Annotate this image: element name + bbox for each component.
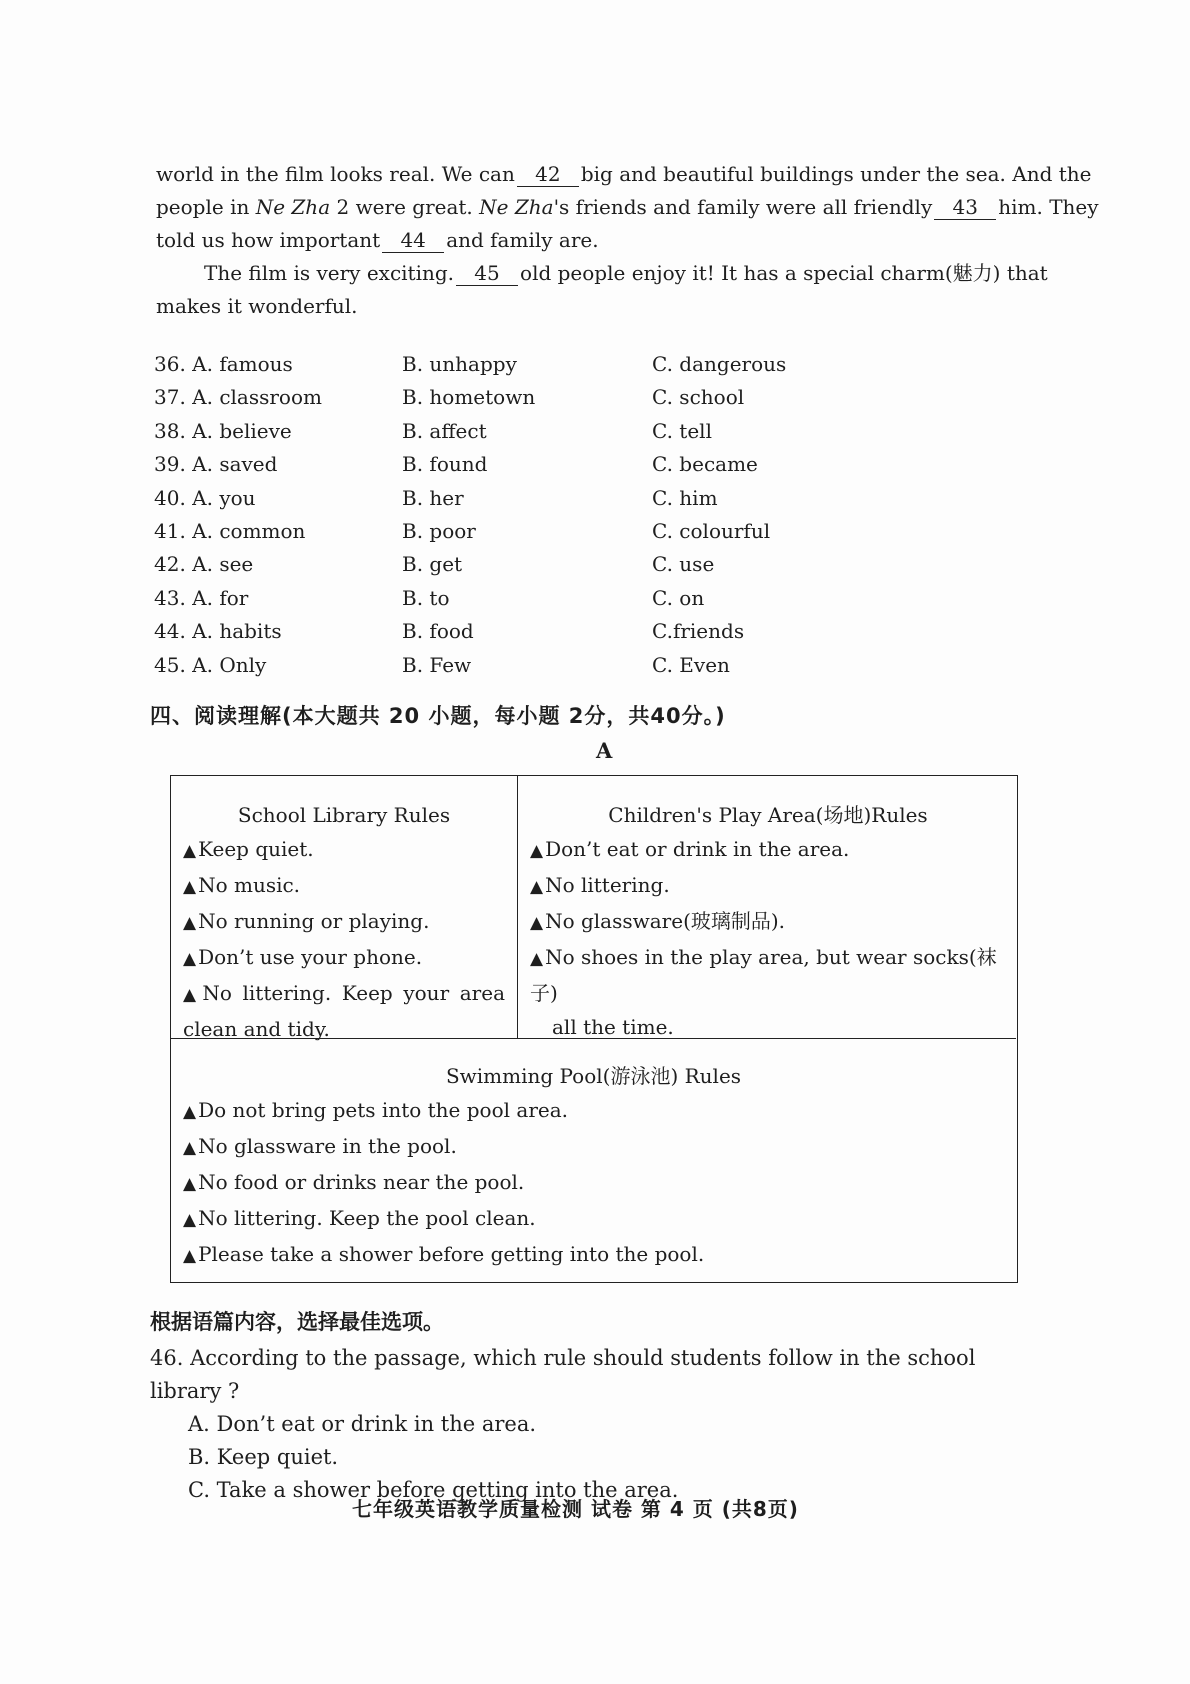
passage-text: big and beautiful buildings under the sea. And the bbox=[580, 162, 1092, 186]
triangle-bullet-icon: ▲ bbox=[183, 1246, 197, 1266]
passage-line bbox=[156, 158, 1092, 191]
passage-text: told us how important bbox=[156, 228, 381, 252]
rule-text-continued: clean and tidy. bbox=[183, 1017, 330, 1041]
film-title: Ne Zha bbox=[255, 195, 331, 219]
rule-item bbox=[183, 904, 505, 940]
triangle-bullet-icon: ▲ bbox=[183, 985, 201, 1005]
triangle-bullet-icon: ▲ bbox=[530, 841, 544, 861]
passage-line bbox=[156, 257, 1048, 290]
passage-text: him. They bbox=[998, 195, 1099, 219]
rule-text: No food or drinks near the pool. bbox=[198, 1170, 525, 1194]
passage-text: and family are. bbox=[446, 228, 599, 252]
rule-item bbox=[183, 940, 505, 976]
option-c: C. became bbox=[652, 452, 758, 477]
rule-item bbox=[530, 904, 1006, 940]
option-b: B. affect bbox=[402, 418, 487, 443]
passage-line bbox=[156, 191, 1099, 224]
passage-text: 's friends and family were all friendly bbox=[553, 195, 933, 219]
rule-text: Please take a shower before getting into the pool. bbox=[198, 1242, 705, 1266]
rule-text: No shoes in the play area, but wear socks(袜子) bbox=[530, 945, 997, 1005]
play-area-rules-cell bbox=[518, 776, 1016, 1038]
option-b: B. found bbox=[402, 452, 488, 477]
page-footer: 七年级英语教学质量检测 试卷 第 4 页 (共8页) bbox=[352, 1497, 799, 1521]
rules-table bbox=[170, 775, 1018, 1283]
rule-item bbox=[183, 832, 505, 868]
option-b: B. to bbox=[402, 585, 450, 610]
rule-text: No music. bbox=[198, 873, 301, 897]
pool-rules-cell bbox=[171, 1038, 1016, 1282]
option-a: 44. A. habits bbox=[154, 619, 282, 644]
option-a: 39. A. saved bbox=[154, 452, 278, 477]
triangle-bullet-icon: ▲ bbox=[183, 1174, 197, 1194]
choice-a: A. Don’t eat or drink in the area. bbox=[188, 1412, 537, 1436]
option-a: 42. A. see bbox=[154, 552, 254, 577]
rule-item bbox=[183, 1201, 1004, 1237]
option-b: B. food bbox=[402, 619, 474, 644]
option-a: 45. A. Only bbox=[154, 652, 267, 677]
option-b: B. Few bbox=[402, 652, 472, 677]
passage-line: makes it wonderful. bbox=[156, 294, 358, 318]
option-c: C. use bbox=[652, 552, 715, 577]
option-a: 38. A. believe bbox=[154, 418, 292, 443]
rule-text: No littering. Keep the pool clean. bbox=[198, 1206, 536, 1230]
rule-text-continued: all the time. bbox=[552, 1015, 674, 1039]
triangle-bullet-icon: ▲ bbox=[183, 949, 197, 969]
option-c: C. colourful bbox=[652, 518, 771, 543]
option-a: 43. A. for bbox=[154, 585, 249, 610]
blank-45: 45 bbox=[456, 261, 518, 286]
passage-text: world in the film looks real. We can bbox=[156, 162, 515, 186]
rule-text: No glassware(玻璃制品). bbox=[545, 909, 786, 933]
option-c: C.friends bbox=[652, 619, 745, 644]
passage bbox=[156, 158, 1099, 323]
passage-text: The film is very exciting. bbox=[204, 261, 455, 285]
option-c: C. Even bbox=[652, 652, 730, 677]
option-b: B. poor bbox=[402, 518, 476, 543]
triangle-bullet-icon: ▲ bbox=[183, 913, 197, 933]
option-b: B. hometown bbox=[402, 385, 536, 410]
rule-item bbox=[183, 1237, 1004, 1273]
passage-line bbox=[156, 224, 1036, 257]
part-label: A bbox=[596, 738, 613, 763]
passage-text: old people enjoy it! It has a special charm(魅力) that bbox=[520, 261, 1048, 285]
rule-text: Don’t use your phone. bbox=[198, 945, 423, 969]
passage-text: 2 were great. bbox=[330, 195, 480, 219]
rule-item bbox=[183, 976, 505, 1012]
rule-text: Do not bring pets into the pool area. bbox=[198, 1098, 568, 1122]
rule-text: No littering. Keep your area bbox=[202, 981, 505, 1005]
passage-text: people in bbox=[156, 195, 256, 219]
rule-item bbox=[530, 832, 1006, 868]
rule-item bbox=[183, 1129, 1004, 1165]
triangle-bullet-icon: ▲ bbox=[530, 949, 544, 969]
rule-text: Don’t eat or drink in the area. bbox=[545, 837, 850, 861]
rule-text: No running or playing. bbox=[198, 909, 430, 933]
blank-43: 43 bbox=[934, 195, 996, 220]
option-a: 36. A. famous bbox=[154, 352, 293, 376]
choice-c: C. Take a shower before getting into the area. bbox=[188, 1478, 679, 1502]
option-a: 40. A. you bbox=[154, 485, 256, 510]
question-instruction: 根据语篇内容，选择最佳选项。 bbox=[150, 1310, 444, 1334]
blank-42: 42 bbox=[517, 162, 579, 187]
option-c: C. tell bbox=[652, 418, 712, 443]
rule-item bbox=[530, 868, 1006, 904]
pool-rules-title: Swimming Pool(游泳池) Rules bbox=[445, 1064, 742, 1088]
question-stem: 46. According to the passage, which rule should students follow in the school library ? bbox=[150, 1346, 976, 1403]
option-c: C. school bbox=[652, 385, 745, 410]
rule-text: Keep quiet. bbox=[198, 837, 314, 861]
library-rules-cell bbox=[171, 776, 518, 1041]
section-heading: 四、阅读理解(本大题共 20 小题，每小题 2分，共40分。) bbox=[150, 704, 726, 728]
film-title: Ne Zha bbox=[479, 195, 554, 219]
play-area-rules-title: Children's Play Area(场地)Rules bbox=[608, 803, 928, 827]
triangle-bullet-icon: ▲ bbox=[183, 1210, 197, 1230]
rule-text: No littering. bbox=[545, 873, 670, 897]
rule-item bbox=[183, 1165, 1004, 1201]
option-a: 41. A. common bbox=[154, 518, 306, 543]
option-c: C. him bbox=[652, 485, 718, 510]
triangle-bullet-icon: ▲ bbox=[530, 913, 544, 933]
option-c: C. on bbox=[652, 585, 705, 610]
option-c: C. dangerous bbox=[652, 352, 787, 376]
rule-item bbox=[183, 1093, 1004, 1129]
option-b: B. get bbox=[402, 552, 463, 577]
option-a: 37. A. classroom bbox=[154, 385, 322, 410]
triangle-bullet-icon: ▲ bbox=[183, 1138, 197, 1158]
triangle-bullet-icon: ▲ bbox=[530, 877, 544, 897]
triangle-bullet-icon: ▲ bbox=[183, 1102, 197, 1122]
rule-item bbox=[530, 940, 1006, 1010]
option-b: B. her bbox=[402, 485, 464, 510]
choice-b: B. Keep quiet. bbox=[188, 1445, 339, 1469]
rule-item bbox=[183, 868, 505, 904]
triangle-bullet-icon: ▲ bbox=[183, 841, 197, 861]
rule-text: No glassware in the pool. bbox=[198, 1134, 457, 1158]
triangle-bullet-icon: ▲ bbox=[183, 877, 197, 897]
question-46 bbox=[150, 1342, 1030, 1507]
blank-44: 44 bbox=[382, 228, 444, 253]
library-rules-title: School Library Rules bbox=[237, 803, 451, 827]
option-b: B. unhappy bbox=[402, 352, 517, 376]
